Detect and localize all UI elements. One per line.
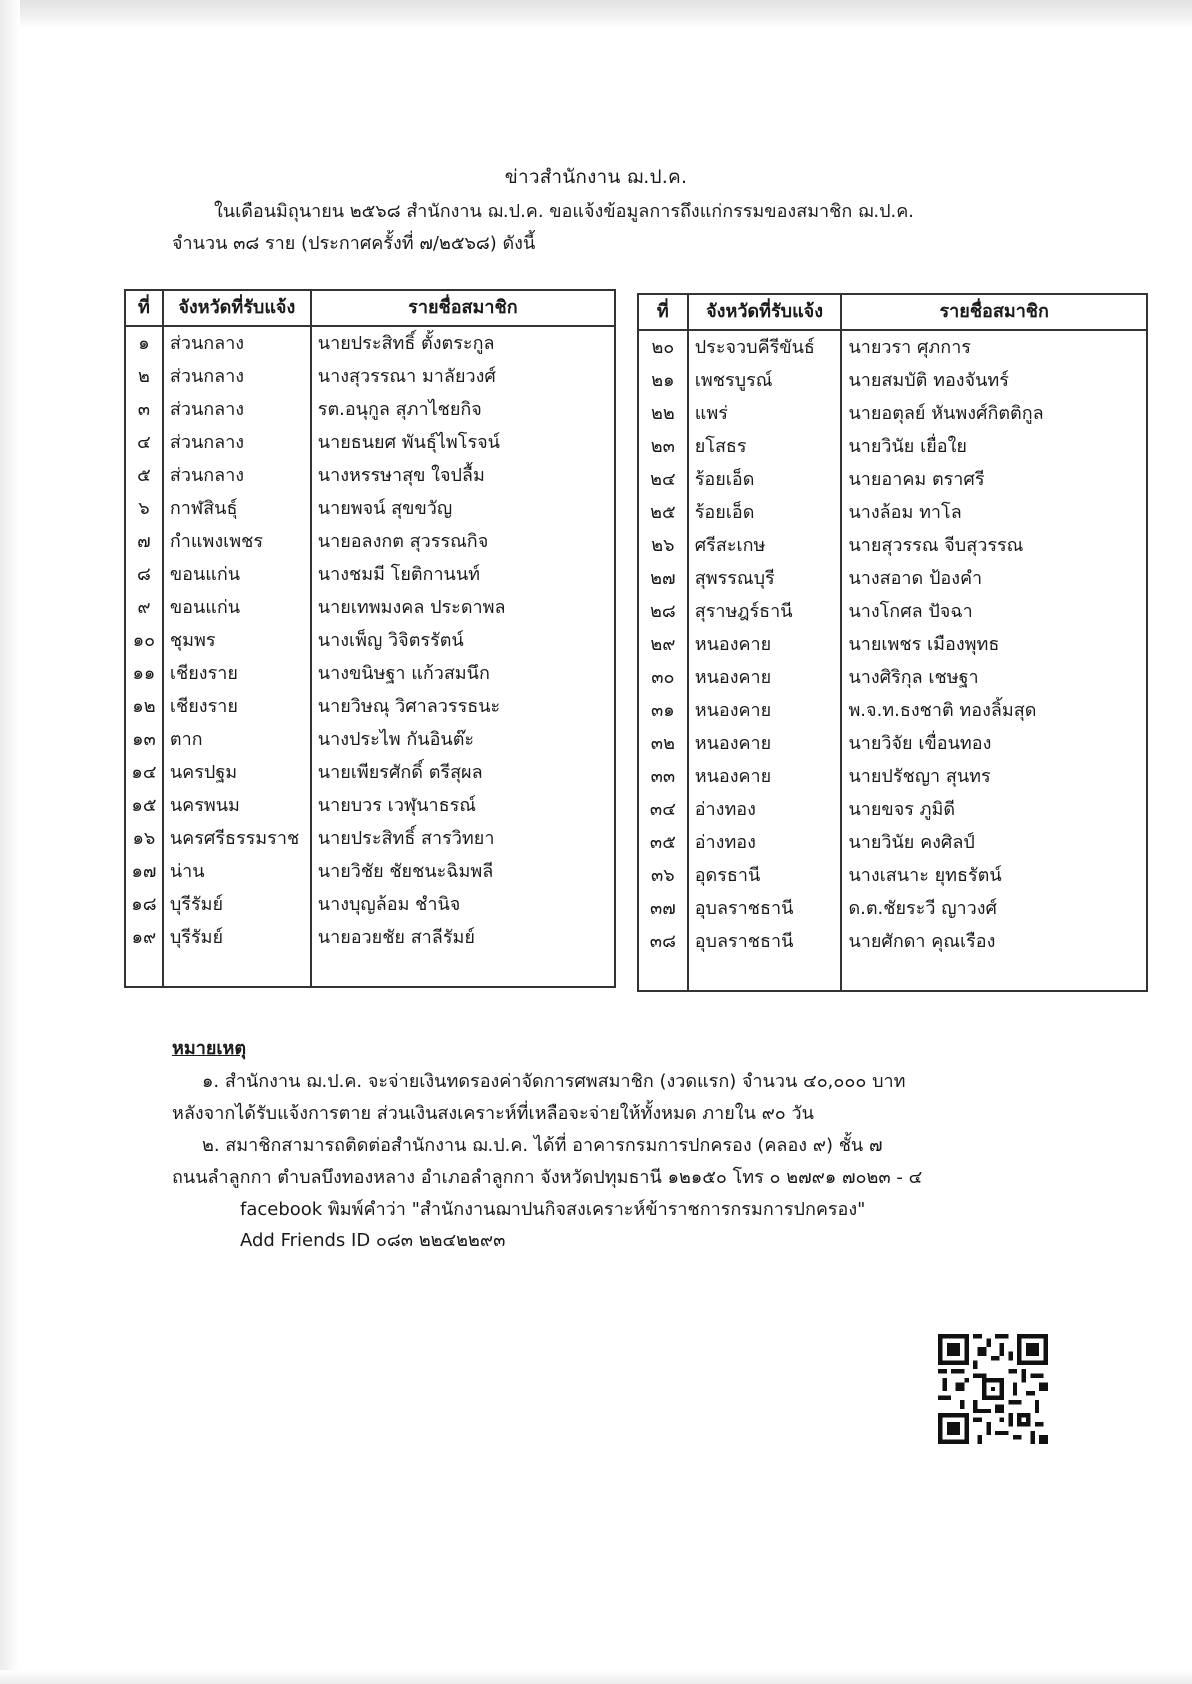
- empty-cell: [841, 958, 1147, 991]
- row-province: หนองคาย: [688, 661, 842, 694]
- row-number: ๑๑: [125, 657, 163, 690]
- row-member-name: นายธนยศ พันธุ์ไพโรจน์: [311, 426, 615, 459]
- row-number: ๘: [125, 558, 163, 591]
- row-number: ๑: [125, 326, 163, 360]
- row-number: ๒๘: [638, 595, 688, 628]
- row-number: ๓๕: [638, 826, 688, 859]
- row-member-name: นายอตุลย์ หันพงศ์กิตติกูล: [841, 397, 1147, 430]
- row-member-name: นางโกศล ปัจฉา: [841, 595, 1147, 628]
- row-member-name: นายวินัย เยื่อใย: [841, 430, 1147, 463]
- empty-cell: [311, 954, 615, 987]
- row-province: นครปฐม: [163, 756, 311, 789]
- row-province: นครพนม: [163, 789, 311, 822]
- row-province: ขอนแก่น: [163, 591, 311, 624]
- empty-table-row: [125, 954, 615, 987]
- row-number: ๑๕: [125, 789, 163, 822]
- row-member-name: นางชมมี โยติกานนท์: [311, 558, 615, 591]
- table-row: [125, 426, 615, 459]
- table-row: [125, 525, 615, 558]
- row-province: บุรีรัมย์: [163, 888, 311, 921]
- row-member-name: นายบวร เวฬุนาธรณ์: [311, 789, 615, 822]
- row-number: ๒๖: [638, 529, 688, 562]
- row-province: กำแพงเพชร: [163, 525, 311, 558]
- table-row: [638, 892, 1147, 925]
- row-number: ๑๖: [125, 822, 163, 855]
- table-row: [638, 430, 1147, 463]
- row-province: ส่วนกลาง: [163, 426, 311, 459]
- row-number: ๓๘: [638, 925, 688, 958]
- scan-edge-bottom: [0, 1670, 1192, 1684]
- table-row: [638, 595, 1147, 628]
- note-1-line-1: ๑. สำนักงาน ฌ.ป.ค. จะจ่ายเงินทดรองค่าจัดการศพสมาชิก (งวดแรก) จำนวน ๔๐,๐๐๐ บาท: [202, 1071, 906, 1092]
- row-number: ๑๐: [125, 624, 163, 657]
- row-member-name: นางหรรษาสุข ใจปลื้ม: [311, 459, 615, 492]
- note-2-line-2: ถนนลำลูกกา ตำบลบึงทองหลาง อำเภอลำลูกกา จังหวัดปทุมธานี ๑๒๑๕๐ โทร ๐ ๒๗๙๑ ๗๐๒๓ - ๔: [172, 1167, 923, 1188]
- row-province: ยโสธร: [688, 430, 842, 463]
- row-province: น่าน: [163, 855, 311, 888]
- table-row: [638, 397, 1147, 430]
- row-number: ๑๔: [125, 756, 163, 789]
- row-member-name: นายสุวรรณ จีบสุวรรณ: [841, 529, 1147, 562]
- column-header-name: รายชื่อสมาชิก: [311, 290, 615, 326]
- row-province: หนองคาย: [688, 760, 842, 793]
- row-province: อุดรธานี: [688, 859, 842, 892]
- row-province: สุพรรณบุรี: [688, 562, 842, 595]
- row-number: ๒๐: [638, 330, 688, 364]
- table-row: [125, 822, 615, 855]
- row-number: ๓๑: [638, 694, 688, 727]
- row-number: ๒๒: [638, 397, 688, 430]
- row-member-name: นางขนิษฐา แก้วสมนึก: [311, 657, 615, 690]
- note-2-line-1: ๒. สมาชิกสามารถติดต่อสำนักงาน ฌ.ป.ค. ได้ที่ อาคารกรมการปกครอง (คลอง ๙) ชั้น ๗: [202, 1135, 883, 1156]
- table-row: [125, 789, 615, 822]
- row-member-name: นางศิริกุล เชษฐา: [841, 661, 1147, 694]
- note-1-line-2: หลังจากได้รับแจ้งการตาย ส่วนเงินสงเคราะห์ที่เหลือจะจ่ายให้ทั้งหมด ภายใน ๙๐ วัน: [172, 1103, 814, 1124]
- row-province: กาฬสินธุ์: [163, 492, 311, 525]
- row-number: ๑๓: [125, 723, 163, 756]
- row-member-name: นายเทพมงคล ประดาพล: [311, 591, 615, 624]
- row-number: ๒๓: [638, 430, 688, 463]
- table-row: [125, 326, 615, 360]
- row-number: ๒๕: [638, 496, 688, 529]
- row-province: ส่วนกลาง: [163, 326, 311, 360]
- row-number: ๑๗: [125, 855, 163, 888]
- row-province: อุบลราชธานี: [688, 925, 842, 958]
- empty-cell: [163, 954, 311, 987]
- table-row: [638, 826, 1147, 859]
- table-row: [125, 723, 615, 756]
- row-number: ๓๔: [638, 793, 688, 826]
- row-number: ๒: [125, 360, 163, 393]
- table-row: [638, 760, 1147, 793]
- table-row: [125, 756, 615, 789]
- table-row: [125, 855, 615, 888]
- table-row: [125, 657, 615, 690]
- member-table-left: [124, 289, 616, 988]
- table-row: [125, 492, 615, 525]
- table-row: [638, 529, 1147, 562]
- row-member-name: นายอวยชัย สาลีรัมย์: [311, 921, 615, 954]
- table-row: [125, 360, 615, 393]
- row-member-name: ด.ต.ชัยระวี ญาวงศ์: [841, 892, 1147, 925]
- row-province: เชียงราย: [163, 690, 311, 723]
- row-member-name: นายเพียรศักดิ์ ตรีสุผล: [311, 756, 615, 789]
- table-row: [638, 330, 1147, 364]
- column-header-province: จังหวัดที่รับแจ้ง: [163, 290, 311, 326]
- column-header-province: จังหวัดที่รับแจ้ง: [688, 294, 842, 330]
- row-number: ๗: [125, 525, 163, 558]
- table-row: [638, 727, 1147, 760]
- row-province: อ่างทอง: [688, 826, 842, 859]
- row-member-name: นางเพ็ญ วิจิตรรัตน์: [311, 624, 615, 657]
- row-member-name: นางสุวรรณา มาลัยวงศ์: [311, 360, 615, 393]
- row-member-name: นายศักดา คุณเรือง: [841, 925, 1147, 958]
- row-province: ชุมพร: [163, 624, 311, 657]
- row-number: ๓๒: [638, 727, 688, 760]
- row-number: ๓: [125, 393, 163, 426]
- row-member-name: นายพจน์ สุขขวัญ: [311, 492, 615, 525]
- table-row: [125, 690, 615, 723]
- row-member-name: นายวิษณุ วิศาลวรรธนะ: [311, 690, 615, 723]
- row-province: หนองคาย: [688, 694, 842, 727]
- table-row: [638, 859, 1147, 892]
- scan-edge-top: [0, 0, 1192, 28]
- table-row: [638, 463, 1147, 496]
- column-header-no: ที่: [125, 290, 163, 326]
- row-member-name: รต.อนุกูล สุภาไชยกิจ: [311, 393, 615, 426]
- row-number: ๒๔: [638, 463, 688, 496]
- row-member-name: นางประไพ กันอินต๊ะ: [311, 723, 615, 756]
- empty-cell: [125, 954, 163, 987]
- table-row: [638, 364, 1147, 397]
- row-province: หนองคาย: [688, 727, 842, 760]
- row-member-name: นายวรา ศุภการ: [841, 330, 1147, 364]
- row-member-name: นายประสิทธิ์ สารวิทยา: [311, 822, 615, 855]
- row-number: ๒๙: [638, 628, 688, 661]
- row-member-name: นายอาคม ตราศรี: [841, 463, 1147, 496]
- row-member-name: นายขจร ภูมิดี: [841, 793, 1147, 826]
- row-number: ๒๑: [638, 364, 688, 397]
- row-member-name: นายประสิทธิ์ ตั้งตระกูล: [311, 326, 615, 360]
- row-member-name: นางบุญล้อม ชำนิจ: [311, 888, 615, 921]
- row-number: ๓๖: [638, 859, 688, 892]
- row-member-name: นายสมบัติ ทองจันทร์: [841, 364, 1147, 397]
- row-province: ส่วนกลาง: [163, 459, 311, 492]
- row-province: อ่างทอง: [688, 793, 842, 826]
- table-row: [125, 393, 615, 426]
- empty-table-row: [638, 958, 1147, 991]
- row-member-name: นายวิจัย เขื่อนทอง: [841, 727, 1147, 760]
- row-number: ๑๙: [125, 921, 163, 954]
- row-province: ประจวบคีรีขันธ์: [688, 330, 842, 364]
- facebook-contact: facebook พิมพ์คำว่า "สำนักงานฌาปนกิจสงเคราะห์ข้าราชการกรมการปกครอง": [240, 1199, 866, 1220]
- table-header-row: [125, 290, 615, 326]
- row-member-name: นายวินัย คงศิลป์: [841, 826, 1147, 859]
- row-province: ศรีสะเกษ: [688, 529, 842, 562]
- row-number: ๑๘: [125, 888, 163, 921]
- row-province: ส่วนกลาง: [163, 360, 311, 393]
- row-member-name: นางสอาด ป้องคำ: [841, 562, 1147, 595]
- row-member-name: นายปรัชญา สุนทร: [841, 760, 1147, 793]
- row-province: ร้อยเอ็ด: [688, 463, 842, 496]
- row-member-name: พ.จ.ท.ธงชาติ ทองลิ้มสุด: [841, 694, 1147, 727]
- table-row: [125, 459, 615, 492]
- table-row: [638, 496, 1147, 529]
- table-row: [125, 591, 615, 624]
- column-header-no: ที่: [638, 294, 688, 330]
- row-number: ๖: [125, 492, 163, 525]
- page-title: ข่าวสำนักงาน ฌ.ป.ค.: [504, 166, 688, 188]
- table-row: [125, 921, 615, 954]
- row-province: เชียงราย: [163, 657, 311, 690]
- notes-heading: หมายเหตุ: [172, 1038, 247, 1059]
- row-number: ๓๐: [638, 661, 688, 694]
- scan-edge-left: [0, 0, 20, 1684]
- row-province: อุบลราชธานี: [688, 892, 842, 925]
- row-province: ตาก: [163, 723, 311, 756]
- qr-code-icon: [938, 1334, 1048, 1444]
- row-number: ๓๗: [638, 892, 688, 925]
- row-province: หนองคาย: [688, 628, 842, 661]
- table-row: [125, 558, 615, 591]
- row-number: ๑๒: [125, 690, 163, 723]
- row-province: เพชรบูรณ์: [688, 364, 842, 397]
- table-row: [638, 661, 1147, 694]
- row-member-name: นายวิชัย ชัยชนะฉิมพลี: [311, 855, 615, 888]
- table-row: [638, 925, 1147, 958]
- row-number: ๒๗: [638, 562, 688, 595]
- empty-cell: [688, 958, 842, 991]
- row-member-name: นางล้อม ทาโล: [841, 496, 1147, 529]
- table-row: [638, 562, 1147, 595]
- row-number: ๔: [125, 426, 163, 459]
- table-row: [125, 624, 615, 657]
- column-header-name: รายชื่อสมาชิก: [841, 294, 1147, 330]
- member-table-right: [637, 293, 1148, 992]
- row-province: แพร่: [688, 397, 842, 430]
- row-province: สุราษฎร์ธานี: [688, 595, 842, 628]
- row-member-name: นางเสนาะ ยุทธรัตน์: [841, 859, 1147, 892]
- row-member-name: นายอลงกต สุวรรณกิจ: [311, 525, 615, 558]
- table-row: [638, 628, 1147, 661]
- row-province: ร้อยเอ็ด: [688, 496, 842, 529]
- line-contact: Add Friends ID ๐๘๓ ๒๒๔๒๒๙๓: [240, 1230, 506, 1251]
- row-number: ๓๓: [638, 760, 688, 793]
- row-province: นครศรีธรรมราช: [163, 822, 311, 855]
- row-member-name: นายเพชร เมืองพุทธ: [841, 628, 1147, 661]
- row-province: ขอนแก่น: [163, 558, 311, 591]
- table-header-row: [638, 294, 1147, 330]
- row-province: ส่วนกลาง: [163, 393, 311, 426]
- row-province: บุรีรัมย์: [163, 921, 311, 954]
- table-row: [638, 694, 1147, 727]
- intro-line-1: ในเดือนมิถุนายน ๒๕๖๘ สำนักงาน ฌ.ป.ค. ขอแจ้งข้อมูลการถึงแก่กรรมของสมาชิก ฌ.ป.ค.: [214, 201, 915, 222]
- row-number: ๙: [125, 591, 163, 624]
- table-row: [638, 793, 1147, 826]
- table-row: [125, 888, 615, 921]
- empty-cell: [638, 958, 688, 991]
- row-number: ๕: [125, 459, 163, 492]
- intro-line-2: จำนวน ๓๘ ราย (ประกาศครั้งที่ ๗/๒๕๖๘) ดังนี้: [172, 233, 536, 254]
